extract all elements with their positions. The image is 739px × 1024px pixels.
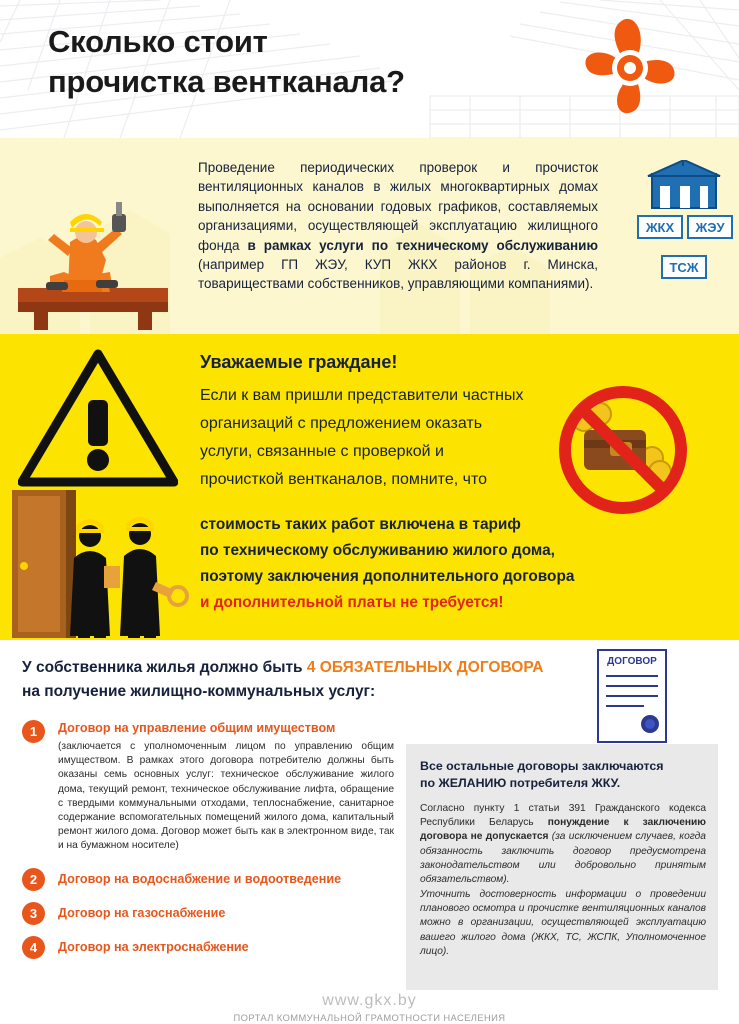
page-title-line2: прочистка вентканала?: [48, 64, 405, 99]
no-money-prohibition-icon: [548, 384, 698, 516]
list-item: [22, 936, 394, 956]
badge-tszh: [662, 256, 706, 278]
warning-p2-line4: и дополнительной платы не требуется!: [200, 594, 504, 611]
contracts-title-highlight: 4 ОБЯЗАТЕЛЬНЫХ ДОГОВОРА: [306, 659, 544, 676]
svg-text:ДОГОВОР: ДОГОВОР: [607, 656, 657, 667]
info-panel-paragraph-1: [420, 802, 706, 887]
list-item-body: (заключается с уполномоченным лицом по управлению общим имуществом. В рамках этого договора потребителю должны быть оказаны семь основных услуг: техническое обслуживание жилого дома, текущий ремонт, техническое обслуживание лифта, обращение с твердыми коммунальными отходами, теплоснабжение, санитарное содержание вспомогательных помещений жилого дома, капитальный ремонт жилого дома. Договор может быть как в электронном виде, так и на бумажном носителе): [58, 741, 394, 852]
list-item: [22, 868, 394, 888]
contract-document-icon: [596, 648, 668, 744]
warning-triangle-icon: [18, 348, 178, 488]
svg-text:ЖЭУ: ЖЭУ: [695, 220, 725, 235]
info-heading-line1: Все остальные договоры заключаются: [420, 759, 664, 773]
warning-p2-line1: стоимость таких работ включена в тариф: [200, 516, 521, 533]
list-item-title: Договор на управление общим имуществом: [58, 721, 336, 735]
list-item-number: 1: [22, 720, 45, 743]
footer-site-url[interactable]: www.gkx.by: [322, 992, 417, 1009]
contracts-block: [0, 640, 739, 1024]
intro-part1: Проведение периодических проверок и прочисток вентиляционных каналов в жилых многоквартирных домах выполняется на основании годовых графиков, составляемых организациями, осуществляющей эксплуатацию жилищного фонда: [198, 160, 598, 253]
svg-text:ТСЖ: ТСЖ: [669, 260, 699, 275]
two-workers-icon: [60, 512, 190, 638]
badges-graphic: [636, 160, 736, 320]
warning-heading: Уважаемые граждане!: [200, 352, 398, 372]
list-item-number: 3: [22, 902, 45, 925]
warning-p2-line3: поэтому заключения дополнительного договора: [200, 568, 575, 585]
contracts-title: [22, 656, 582, 704]
list-item-title: Договор на водоснабжение и водоотведение: [58, 871, 342, 886]
warning-paragraph-2: [200, 512, 720, 616]
contracts-list: [22, 720, 394, 964]
page-title-line1: Сколько стоит: [48, 24, 268, 59]
intro-bold: в рамках услуги по техническому обслуживанию: [247, 237, 599, 253]
warning-block: [0, 334, 739, 640]
info-heading-line2: по ЖЕЛАНИЮ потребителя ЖКУ.: [420, 776, 621, 790]
page-title: [48, 22, 518, 102]
info-p1-bold: понуждение к заключению договора не допускается: [420, 817, 706, 843]
list-item-number: 2: [22, 868, 45, 891]
list-item-number: 4: [22, 936, 45, 959]
intro-paragraph: [198, 158, 598, 294]
info-panel-paragraph-2: Уточнить достоверность информации о проведении планового осмотра и прочистке вентиляционных каналов можно в организации, осуществляющей эксплуатацию вашего жилого дома (ЖКХ, ТС, ЖСПК, Уполномоченное лицо).: [420, 889, 706, 957]
badge-zhkh: [638, 216, 682, 238]
contracts-title-part2: на получение жилищно-коммунальных услуг:: [22, 683, 376, 700]
list-item: [22, 720, 394, 854]
list-item-title: Договор на электроснабжение: [58, 939, 249, 954]
info-p1-part1: Согласно пункту 1 статьи 391 Гражданского кодекса Республики Беларусь: [420, 803, 706, 829]
warning-paragraph-1: Если к вам пришли представители частных организаций с предложением оказать услуги, связанные с проверкой и прочисткой вентканалов, помните, что: [200, 387, 524, 488]
footer: [0, 992, 739, 1023]
intro-part2: (например ГП ЖЭУ, КУП ЖКХ районов г. Минска, товариществами собственников, управляющими компаниями).: [198, 257, 598, 292]
list-item: [22, 902, 394, 922]
badge-zheu: [688, 216, 732, 238]
fan-icon: [560, 14, 700, 126]
house-flag-icon: [648, 160, 720, 208]
organization-badges: [636, 160, 736, 320]
info-p1-italic: (за исключением случаев, когда обязанность заключить договор предусмотрена законодательством или добровольно принятым обязательством).: [420, 831, 706, 886]
poster-header: [0, 0, 739, 138]
warning-p2-line2: по техническому обслуживанию жилого дома,: [200, 542, 555, 559]
contracts-title-part1: У собственника жилья должно быть: [22, 659, 307, 676]
info-panel: [406, 744, 718, 990]
list-item-title: Договор на газоснабжение: [58, 905, 226, 920]
intro-block: [0, 138, 739, 334]
svg-text:ЖКХ: ЖКХ: [645, 220, 675, 235]
info-panel-heading: [420, 758, 706, 792]
footer-portal-name: ПОРТАЛ КОММУНАЛЬНОЙ ГРАМОТНОСТИ НАСЕЛЕНИЯ: [233, 1012, 506, 1023]
worker-cleaning-icon: [12, 184, 188, 330]
